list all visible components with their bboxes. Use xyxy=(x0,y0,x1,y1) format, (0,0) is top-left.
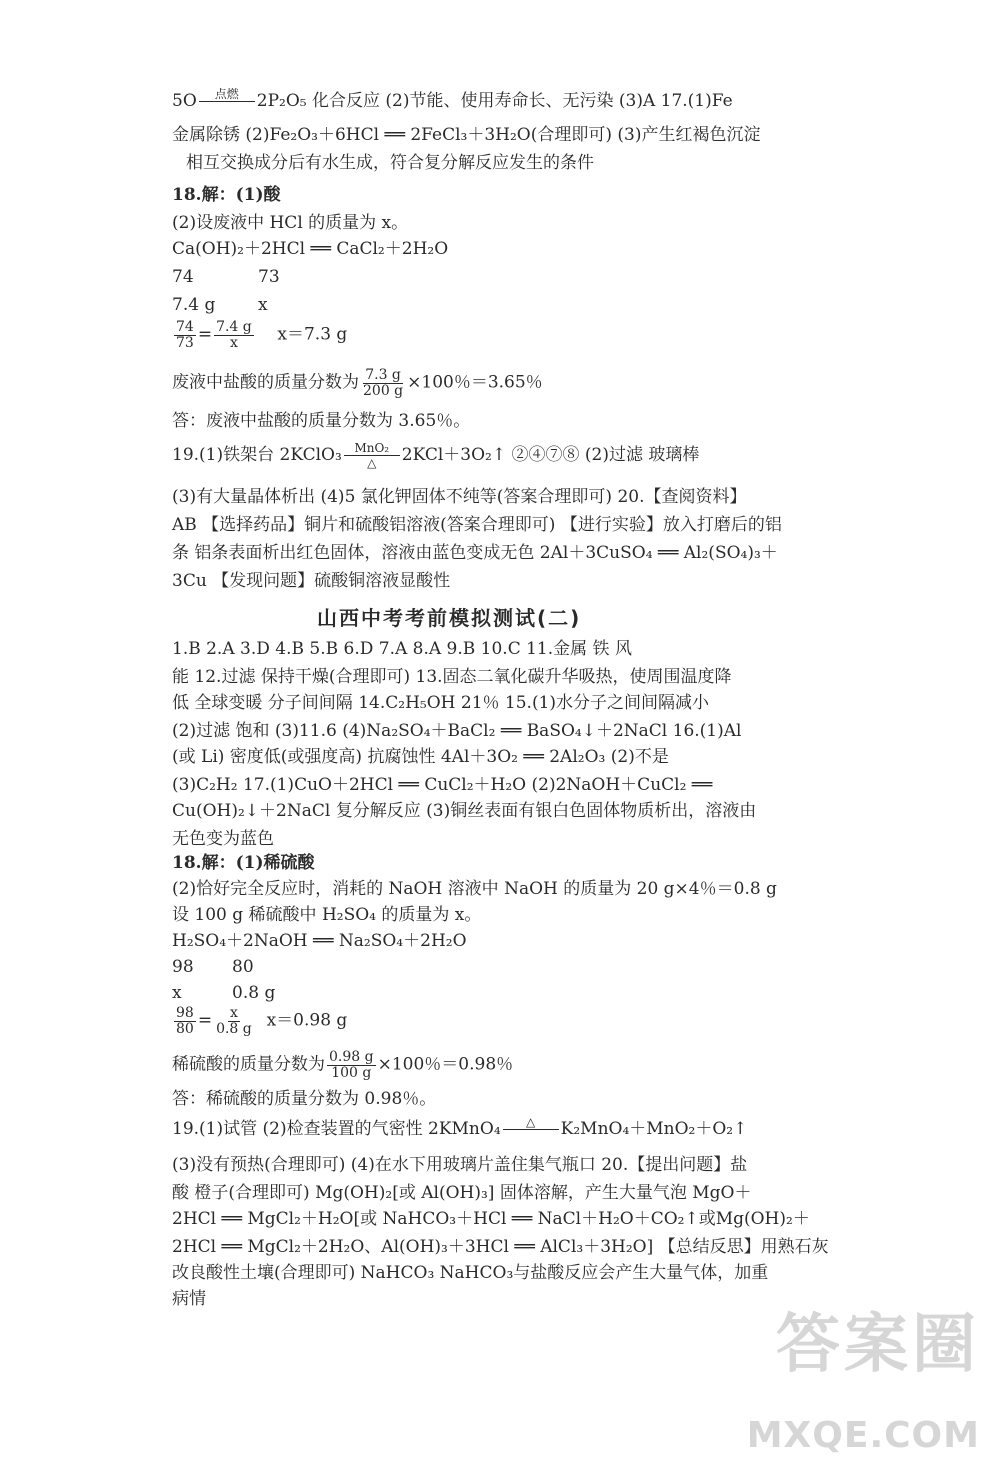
text-line: $\frac{98}{80}$ = $\frac{x}{0.8 g}$ x＝0.98 g xyxy=(176,1005,348,1037)
text-line xyxy=(172,1050,513,1080)
text-fragment: ×100％＝3.65％ xyxy=(407,372,543,393)
denominator: 73 xyxy=(176,334,194,351)
text-line: 答：废液中盐酸的质量分数为 3.65％。 xyxy=(172,411,471,431)
text-line: (2)设废液中 HCl 的质量为 x。 xyxy=(172,213,409,233)
denominator: 200 g xyxy=(363,382,404,399)
heat-symbol: △ xyxy=(526,1115,536,1129)
text-line: 金属除锈 (2)Fe₂O₃＋6HCl ══ 2FeCl₃＋3H₂O(合理即可) (3)产生红褐色沉淀 xyxy=(172,125,761,145)
text-line xyxy=(172,1116,747,1143)
denominator: 80 xyxy=(176,1020,194,1037)
denominator: x xyxy=(229,334,238,351)
fraction xyxy=(214,320,254,350)
text-line xyxy=(172,368,543,398)
text-line: 答：稀硫酸的质量分数为 0.98％。 xyxy=(172,1089,437,1109)
text-line: 0.8 g xyxy=(232,983,276,1003)
text-line: AB 【选择药品】铜片和硫酸铝溶液(答案合理即可) 【进行实验】放入打磨后的铝 xyxy=(172,515,782,535)
text-fragment: 2KCl＋3O₂↑ ②④⑦⑧ (2)过滤 玻璃棒 xyxy=(401,445,700,465)
text-line: 73 xyxy=(258,267,280,287)
reaction-condition: 点燃 xyxy=(214,87,239,101)
numerator: 74 xyxy=(176,319,194,335)
watermark-text: 答案圈 xyxy=(776,1308,980,1382)
text-line: 18.解：(1)酸 xyxy=(172,185,281,205)
text-line: 18.解：(1)稀硫酸 xyxy=(172,853,315,873)
text-line: (3)有大量晶体析出 (4)5 氯化钾固体不纯等(答案合理即可) 20.【查阅资料】 xyxy=(172,487,747,507)
numerator: 7.4 g xyxy=(216,319,252,335)
numerator: x xyxy=(229,1005,238,1021)
text-fragment: K₂MnO₄＋MnO₂＋O₂↑ xyxy=(560,1119,748,1139)
text-line: 条 铝条表面析出红色固体，溶液由蓝色变成无色 2Al＋3CuSO₄ ══ Al₂(SO₄)₃＋ xyxy=(172,543,778,563)
text-line: 设 100 g 稀硫酸中 H₂SO₄ 的质量为 x。 xyxy=(172,905,482,925)
reaction-condition: MnO₂ xyxy=(354,441,390,455)
text-line: x xyxy=(258,295,268,315)
text-fragment: 2P₂O₅ 化合反应 (2)节能、使用寿命长、无污染 (3)A 17.(1)Fe xyxy=(256,91,733,111)
reaction-arrow xyxy=(199,88,255,115)
reaction-arrow xyxy=(344,442,400,469)
text-fragment: 5O xyxy=(172,91,197,111)
text-line: 低 全球变暖 分子间间隔 14.C₂H₅OH 21％ 15.(1)水分子之间间隔减小 xyxy=(172,693,710,713)
fraction xyxy=(174,320,196,350)
denominator: 0.8 g xyxy=(216,1020,252,1037)
text-fragment: 19.(1)试管 (2)检查装置的气密性 2KMnO₄ xyxy=(172,1119,501,1139)
text-line: 改良酸性土壤(合理即可) NaHCO₃ NaHCO₃与盐酸反应会产生大量气体，加重 xyxy=(172,1263,769,1283)
fraction xyxy=(174,1006,196,1036)
text-line: (3)C₂H₂ 17.(1)CuO＋2HCl ══ CuCl₂＋H₂O (2)2NaOH＋CuCl₂ ══ xyxy=(172,775,713,795)
text-line: 1.B 2.A 3.D 4.B 5.B 6.D 7.A 8.A 9.B 10.C 11.金属 铁 风 xyxy=(172,639,632,659)
text-line xyxy=(172,442,699,469)
fraction xyxy=(214,1006,254,1036)
reaction-arrow xyxy=(503,1116,559,1143)
text-line: (2)恰好完全反应时，消耗的 NaOH 溶液中 NaOH 的质量为 20 g×4％＝0.8 g xyxy=(172,879,777,899)
text-line: 3Cu 【发现问题】硫酸铜溶液显酸性 xyxy=(172,571,451,591)
text-line: $\frac{74}{73}$ = $\frac{7.4 g}{x}$ x＝7.3 g xyxy=(176,319,348,351)
text-fragment: 19.(1)铁架台 2KClO₃ xyxy=(172,445,342,465)
text-line: x xyxy=(172,983,182,1003)
text-fragment: x＝7.3 g xyxy=(277,324,348,345)
numerator: 0.98 g xyxy=(329,1049,374,1065)
watermark-url: MXQE.COM xyxy=(746,1414,980,1456)
text-line: 无色变为蓝色 xyxy=(172,829,274,849)
text-line: 7.4 g xyxy=(172,295,216,315)
section-title: 山西中考考前模拟测试(二) xyxy=(317,606,582,630)
numerator: 7.3 g xyxy=(365,367,401,383)
text-line: 能 12.过滤 保持干燥(合理即可) 13.固态二氧化碳升华吸热，使周围温度降 xyxy=(172,667,732,687)
text-line: (或 Li) 密度低(或强度高) 抗腐蚀性 4Al＋3O₂ ══ 2Al₂O₃ (2)不是 xyxy=(172,747,669,767)
text-line xyxy=(172,88,733,115)
text-line: Ca(OH)₂＋2HCl ══ CaCl₂＋2H₂O xyxy=(172,239,449,259)
heat-symbol: △ xyxy=(367,456,377,470)
text-fragment: 稀硫酸的质量分数为 xyxy=(172,1054,325,1075)
denominator: 100 g xyxy=(331,1064,372,1081)
text-line: H₂SO₄＋2NaOH ══ Na₂SO₄＋2H₂O xyxy=(172,931,467,951)
text-fragment: 废液中盐酸的质量分数为 xyxy=(172,372,359,393)
fraction xyxy=(361,368,405,398)
text-line: 98 xyxy=(172,957,194,977)
fraction xyxy=(327,1050,376,1080)
text-line: (3)没有预热(合理即可) (4)在水下用玻璃片盖住集气瓶口 20.【提出问题】盐 xyxy=(172,1155,748,1175)
numerator: 98 xyxy=(176,1005,194,1021)
text-line: 2HCl ══ MgCl₂＋2H₂O、Al(OH)₃＋3HCl ══ AlCl₃＋3H₂O] 【总结反思】用熟石灰 xyxy=(172,1237,829,1257)
text-line: 相互交换成分后有水生成，符合复分解反应发生的条件 xyxy=(186,153,594,173)
text-line: 酸 橙子(合理即可) Mg(OH)₂[或 Al(OH)₃] 固体溶解，产生大量气泡 MgO＋ xyxy=(172,1183,752,1203)
text-line: (2)过滤 饱和 (3)11.6 (4)Na₂SO₄＋BaCl₂ ══ BaSO₄↓＋2NaCl 16.(1)Al xyxy=(172,721,742,741)
text-line: 2HCl ══ MgCl₂＋H₂O[或 NaHCO₃＋HCl ══ NaCl＋H₂O＋CO₂↑或Mg(OH)₂＋ xyxy=(172,1209,810,1229)
text-line: 病情 xyxy=(172,1289,206,1309)
text-line: 80 xyxy=(232,957,254,977)
text-fragment: ×100％＝0.98％ xyxy=(377,1054,514,1075)
text-line: 74 xyxy=(172,267,194,287)
text-fragment: x＝0.98 g xyxy=(266,1010,348,1031)
watermark-logo xyxy=(720,1301,980,1461)
text-line: Cu(OH)₂↓＋2NaCl 复分解反应 (3)铜丝表面有银白色固体物质析出，溶液由 xyxy=(172,801,757,821)
